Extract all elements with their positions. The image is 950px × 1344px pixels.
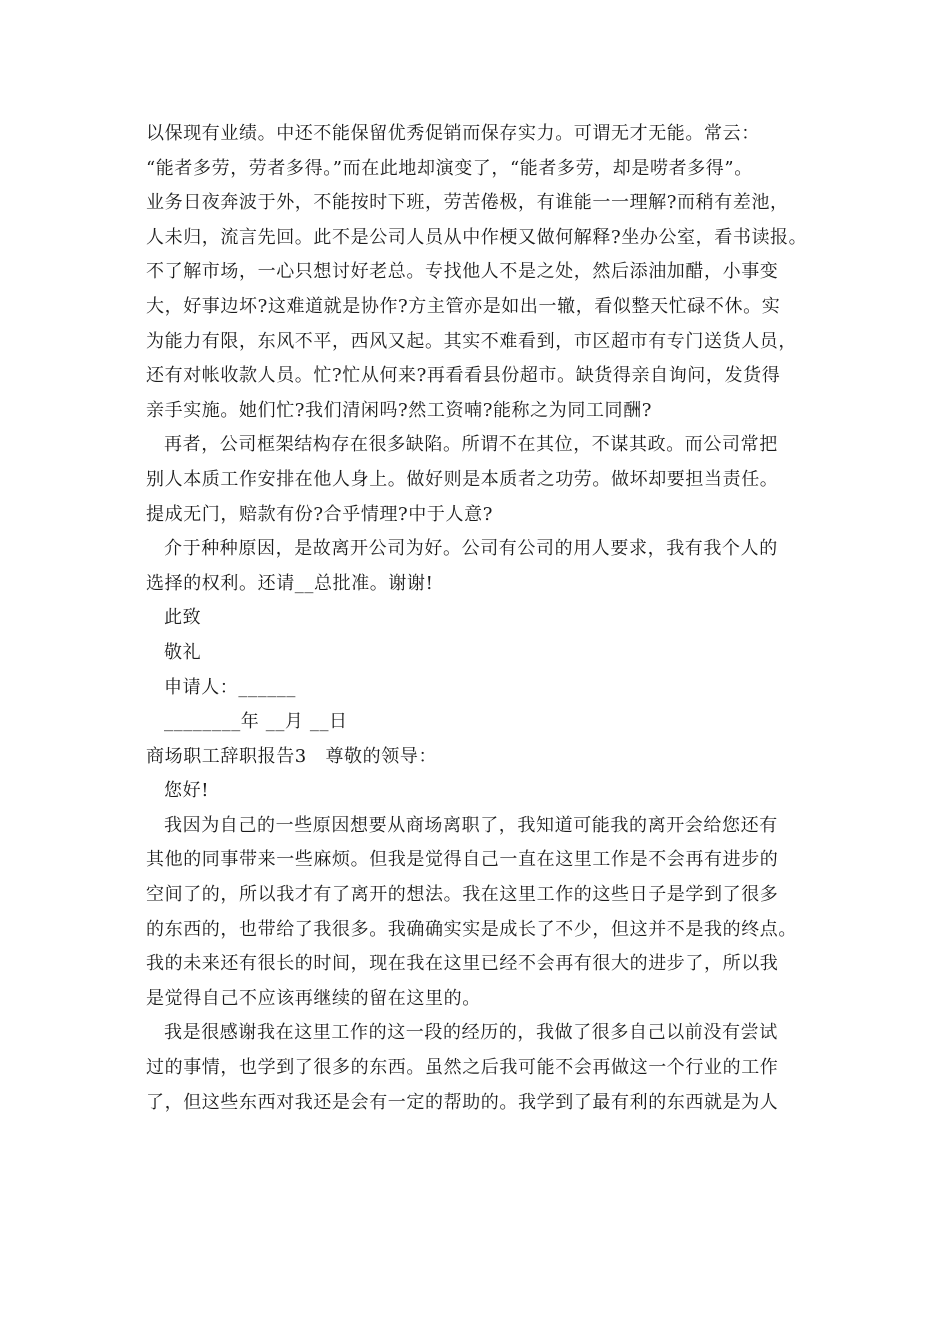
body-line-24: 的东西的，也带给了我很多。我确确实实是成长了不少，但这并不是我的终点。 (146, 918, 797, 940)
paragraph-start-line: 我因为自己的一些原因想要从商场离职了，我知道可能我的离开会给您还有 (164, 814, 778, 836)
body-line-5: 不了解市场，一心只想讨好老总。专找他人不是之处，然后添油加醋，小事变 (146, 261, 779, 283)
body-line-3: 业务日夜奔波于外，不能按时下班，劳苦倦极，有谁能一一理解?而稍有差池， (146, 192, 789, 214)
date-line: ________年 __月 __日 (164, 711, 348, 733)
body-line-6: 大，好事边坏?这难道就是协作?方主管亦是如出一辙，看似整天忙碌不休。实 (146, 295, 781, 317)
body-line-25: 我的未来还有很长的时间，现在我在这里已经不会再有很大的进步了，所以我 (146, 953, 779, 975)
body-line-9: 亲手实施。她们忙?我们清闲吗?然工资喃?能称之为同工同酬? (146, 399, 652, 421)
body-line-7: 为能力有限，东风不平，西风又起。其实不难看到，市区超市有专门送货人员， (146, 330, 797, 352)
body-line-12: 提成无门，赔款有份?合乎情理?中于人意? (146, 503, 493, 525)
closing-salutation: 此致 (164, 607, 202, 629)
applicant-signature-line: 申请人：______ (164, 676, 296, 698)
body-line-26: 是觉得自己不应该再继续的留在这里的。 (146, 987, 481, 1009)
greeting-line: 您好! (164, 780, 210, 802)
body-line-28: 过的事情，也学到了很多的东西。虽然之后我可能不会再做这一个行业的工作 (146, 1057, 779, 1079)
body-line-1: 以保现有业绩。中还不能保留优秀促销而保存实力。可谓无才无能。常云： (146, 123, 760, 144)
paragraph-start-line: 介于种种原因，是故离开公司为好。公司有公司的用人要求，我有我个人的 (164, 538, 778, 560)
document-body (146, 117, 836, 1120)
paragraph-start-line: 再者，公司框架结构存在很多缺陷。所谓不在其位，不谋其政。而公司常把 (164, 434, 778, 456)
body-line-14: 选择的权利。还请__总批准。谢谢! (146, 572, 434, 594)
closing-regards: 敬礼 (164, 641, 202, 663)
paragraph-start-line: 我是很感谢我在这里工作的这一段的经历的，我做了很多自己以前没有尝试 (164, 1022, 778, 1044)
body-line-2: “能者多劳，劳者多得。”而在此地却演变了，“能者多劳，却是唠者多得”。 (146, 157, 753, 179)
body-line-23: 空间了的，所以我才有了离开的想法。我在这里工作的这些日子是学到了很多 (146, 884, 779, 906)
body-line-11: 别人本质工作安排在他人身上。做好则是本质者之功劳。做坏却要担当责任。 (146, 468, 779, 490)
section-heading: 商场职工辞职报告3 尊敬的领导： (146, 745, 438, 767)
body-line-22: 其他的同事带来一些麻烦。但我是觉得自己一直在这里工作是不会再有进步的 (146, 849, 779, 871)
body-line-4: 人未归，流言先回。此不是公司人员从中作梗又做何解释?坐办公室，看书读报。 (146, 226, 808, 248)
body-line-8: 还有对帐收款人员。忙?忙从何来?再看看县份超市。缺货得亲自询问，发货得 (146, 365, 781, 387)
body-line-29: 了，但这些东西对我还是会有一定的帮助的。我学到了最有利的东西就是为人 (146, 1091, 779, 1113)
